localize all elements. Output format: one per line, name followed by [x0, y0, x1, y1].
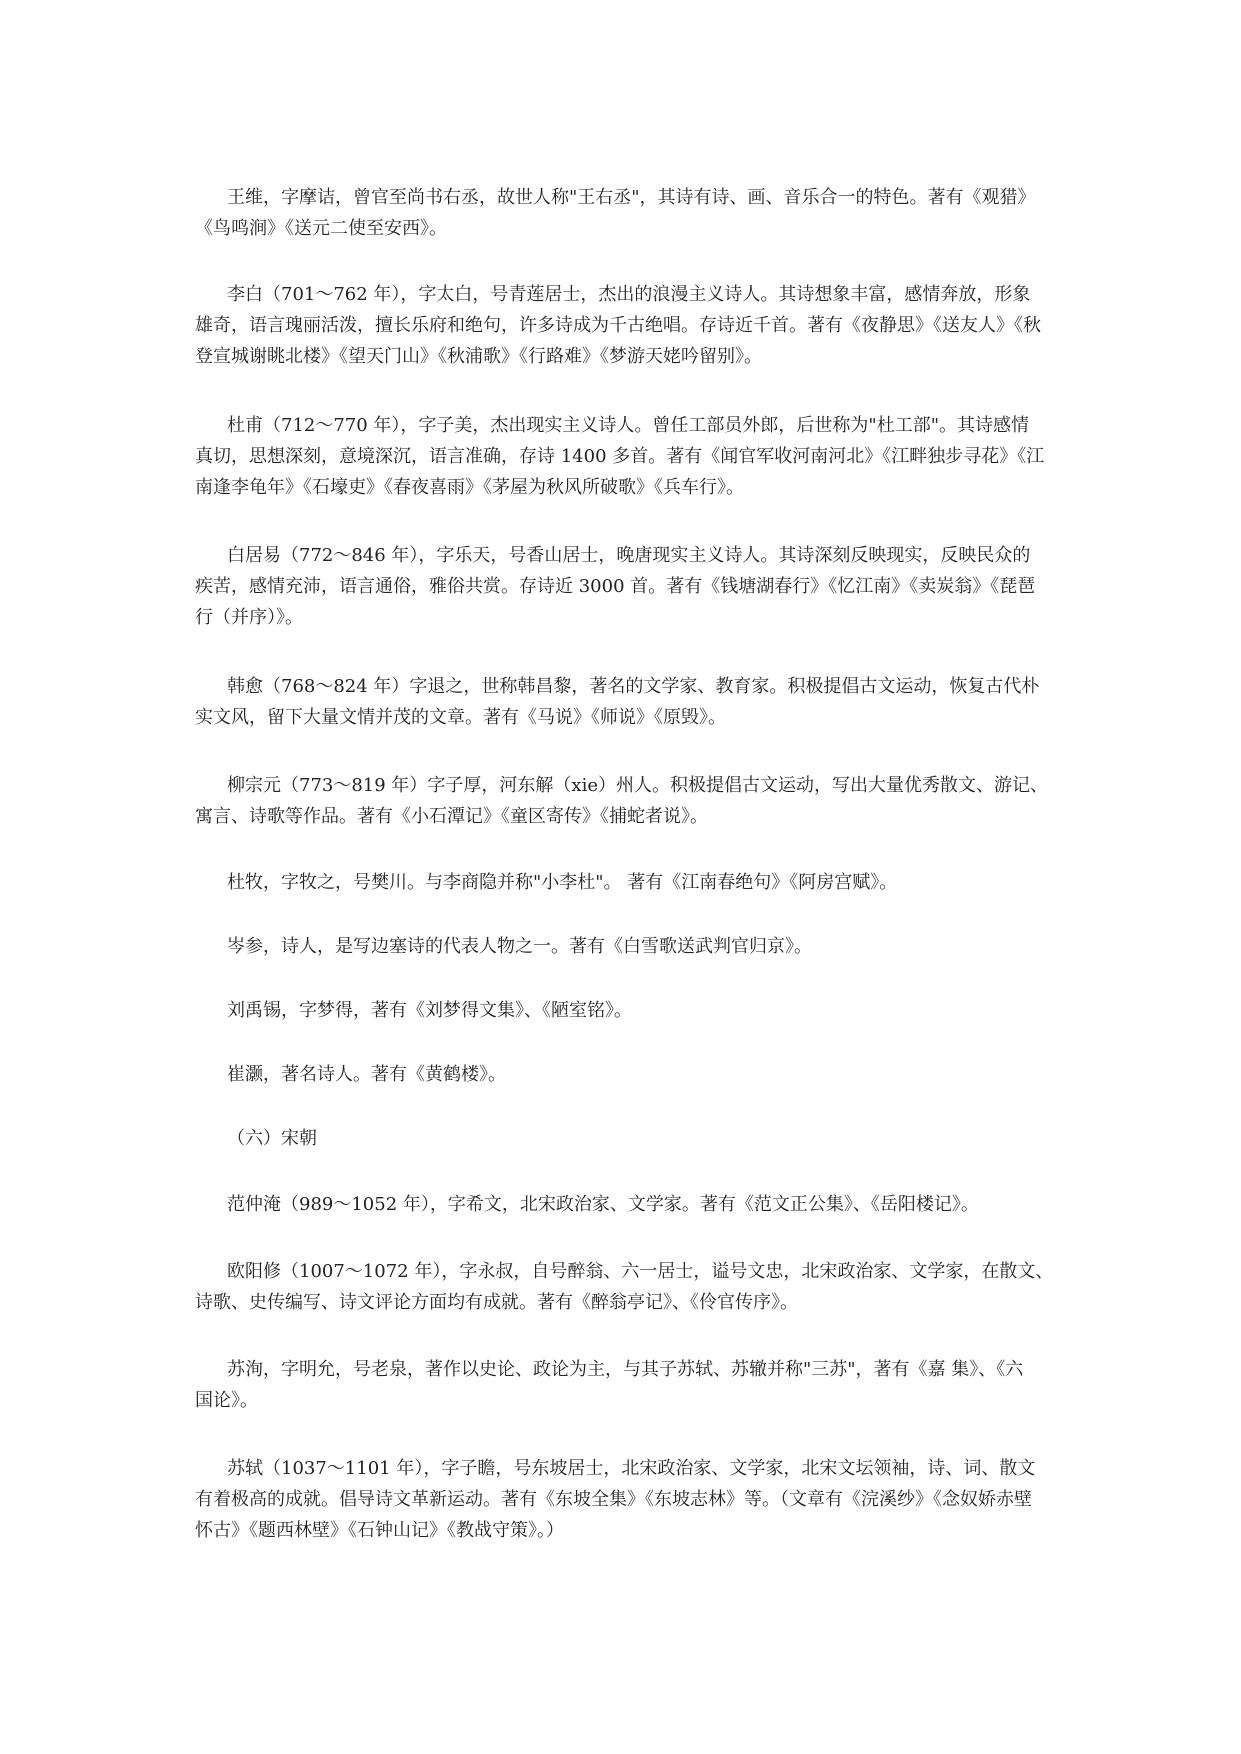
text-line: 行（并序）》。: [195, 607, 303, 628]
text-line: 范仲淹（989～1052 年），字希文，北宋政治家、文学家。著有《范文正公集》、《岳阳楼记》。: [227, 1194, 979, 1215]
paragraph-fan-zhongyan: [195, 1189, 1055, 1220]
paragraph-su-xun: [195, 1354, 1055, 1416]
text-line: 国论》。: [195, 1390, 258, 1411]
paragraph-bai-juyi: [195, 540, 1055, 633]
text-line: 岑参，诗人，是写边塞诗的代表人物之一。著有《白雪歌送武判官归京》。: [227, 936, 812, 957]
text-line: 欧阳修（1007～1072 年），字永叔，自号醉翁、六一居士，谥号文忠，北宋政治家、文学家，在散文、: [227, 1261, 1054, 1282]
text-line: 李白（701～762 年），字太白，号青莲居士，杰出的浪漫主义诗人。其诗想象丰富，感情奔放，形象: [227, 284, 1031, 305]
text-line: 柳宗元（773～819 年）字子厚，河东解（xie）州人。积极提倡古文运动，写出大量优秀散文、游记、: [227, 775, 1048, 796]
text-line: 雄奇，语言瑰丽活泼，擅长乐府和绝句，许多诗成为千古绝唱。存诗近千首。著有《夜静思》《送友人》《秋: [195, 315, 1041, 336]
text-line: 诗歌、史传编写、诗文评论方面均有成就。著有《醉翁亭记》、《伶官传序》。: [195, 1292, 798, 1313]
text-line: 杜牧，字牧之，号樊川。与李商隐并称"小李杜"。 著有《江南春绝句》《阿房宫赋》。: [227, 872, 898, 893]
paragraph-han-yu: [195, 671, 1055, 733]
text-line: 刘禹锡，字梦得，著有《刘梦得文集》、《陋室铭》。: [227, 1000, 632, 1021]
text-line: 崔灏，著名诗人。著有《黄鹤楼》。: [227, 1064, 506, 1085]
text-line: 有着极高的成就。倡导诗文革新运动。著有《东坡全集》《东坡志林》等。（文章有《浣溪纱》《念奴娇赤壁: [195, 1489, 1032, 1510]
paragraph-su-shi: [195, 1453, 1055, 1546]
paragraph-cen-shen: [195, 931, 1055, 962]
text-line: 白居易（772～846 年），字乐天，号香山居士，晚唐现实主义诗人。其诗深刻反映现实，反映民众的: [227, 545, 1031, 566]
text-line: 疾苦，感情充沛，语言通俗，雅俗共赏。存诗近 3000 首。著有《钱塘湖春行》《忆江南》《卖炭翁》《琵琶: [195, 576, 1036, 597]
text-line: 怀古》《题西林壁》《石钟山记》《教战守策》。）: [195, 1520, 564, 1541]
text-line: 王维，字摩诘，曾官至尚书右丞，故世人称"王右丞"，其诗有诗、画、音乐合一的特色。著有《观猎》: [227, 187, 1036, 208]
paragraph-du-mu: [195, 867, 1055, 898]
paragraph-liu-yuxi: [195, 995, 1055, 1026]
paragraph-ouyang-xiu: [195, 1256, 1055, 1318]
text-line: 寓言、诗歌等作品。著有《小石潭记》《童区寄传》《捕蛇者说》。: [195, 806, 708, 827]
text-line: 杜甫（712～770 年），字子美，杰出现实主义诗人。曾任工部员外郎，后世称为"杜工部"。其诗感情: [227, 415, 1029, 436]
text-line: 南逢李龟年》《石壕吏》《春夜喜雨》《茅屋为秋风所破歌》《兵车行》。: [195, 477, 744, 498]
paragraph-wang-wei: [195, 182, 1055, 244]
text-line: 实文风，留下大量文情并茂的文章。著有《马说》《师说》《原毁》。: [195, 707, 726, 728]
text-line: 《鸟鸣涧》《送元二使至安西》。: [195, 218, 447, 239]
section-heading-song-dynasty: [195, 1123, 1055, 1154]
section-heading: （六）宋朝: [227, 1128, 317, 1149]
text-line: 韩愈（768～824 年）字退之，世称韩昌黎，著名的文学家、教育家。积极提倡古文运动，恢复古代朴: [227, 676, 1040, 697]
text-line: 苏洵，字明允，号老泉，著作以史论、政论为主，与其子苏轼、苏辙并称"三苏"，著有《嘉 集》、《六: [227, 1359, 1024, 1380]
text-line: 真切，思想深刻，意境深沉，语言准确，存诗 1400 多首。著有《闻官军收河南河北》《江畔独步寻花》《江: [195, 446, 1045, 467]
text-line: 苏轼（1037～1101 年），字子瞻，号东坡居士，北宋政治家、文学家，北宋文坛领袖，诗、词、散文: [227, 1458, 1036, 1479]
text-line: 登宣城谢眺北楼》《望天门山》《秋浦歌》《行路难》《梦游天姥吟留别》。: [195, 346, 762, 367]
paragraph-liu-zongyuan: [195, 770, 1055, 832]
paragraph-cui-hao: [195, 1059, 1055, 1090]
paragraph-li-bai: [195, 279, 1055, 372]
paragraph-du-fu: [195, 410, 1055, 503]
